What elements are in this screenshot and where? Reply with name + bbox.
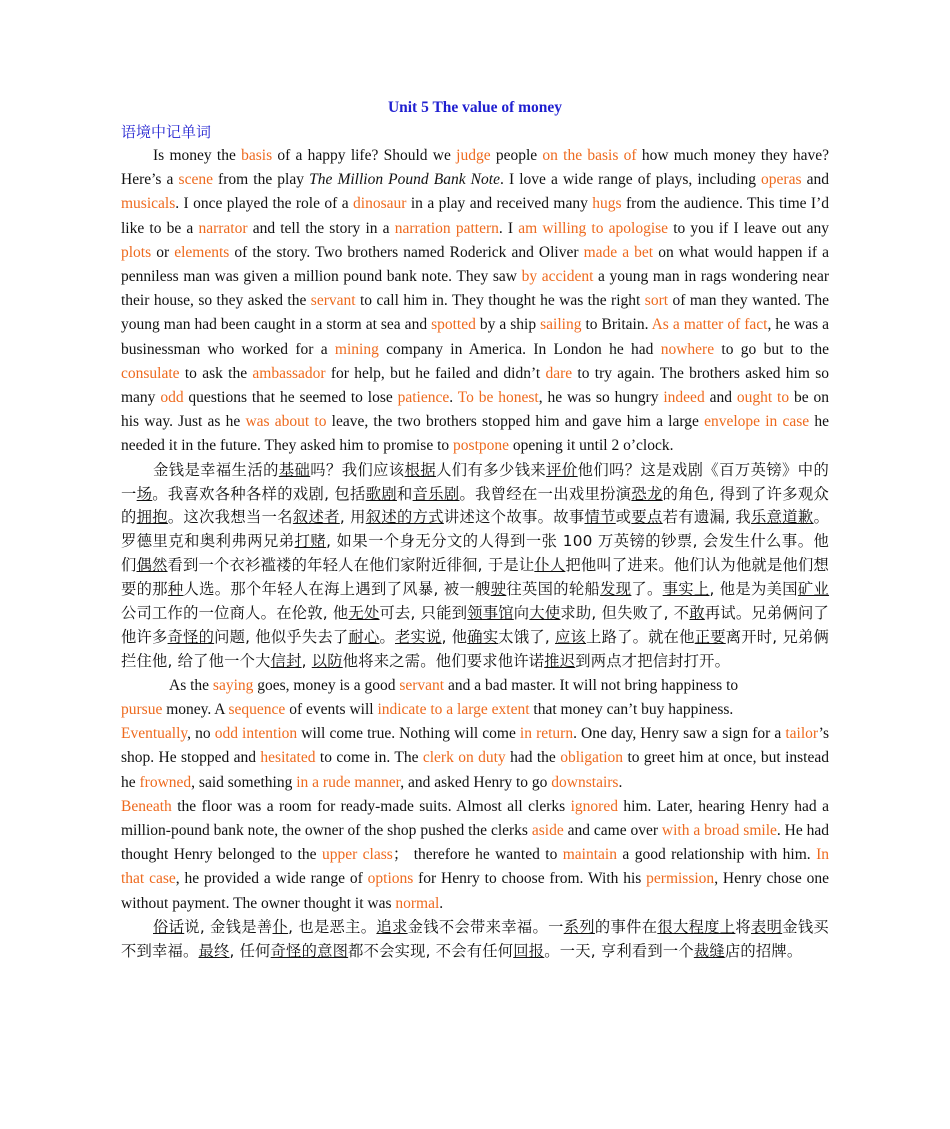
text-run: 和 [396, 484, 413, 503]
text-run: , he was a businessman who worked for a [121, 316, 829, 358]
text-run: 他们吗？这是戏剧《百万英镑》中的一 [121, 460, 829, 503]
vocab-keyword: pursue [121, 701, 163, 718]
text-run: 店的招牌。 [724, 941, 803, 960]
text-run: . [618, 773, 623, 791]
text-run: from the audience. This time I’d like to be a [121, 195, 829, 237]
text-run: 。 [379, 627, 396, 646]
english-paragraph-2 [121, 674, 829, 916]
vocab-translation: 驶 [490, 580, 507, 599]
text-run: people [490, 147, 543, 164]
text-run: , he was so hungry [538, 389, 664, 407]
text-run: on what would happen if a penniless man was given a million pound bank note. They saw [121, 243, 829, 286]
text-run: 往英国的轮船 [506, 580, 601, 599]
vocab-keyword: on duty [458, 749, 506, 767]
vocab-keyword: obligation [560, 749, 624, 767]
text-run: to greet him at once, but instead he [121, 749, 829, 791]
text-run: 向 [513, 604, 530, 623]
vocab-translation: 发现 [600, 580, 632, 599]
vocab-translation: 应该 [555, 627, 587, 646]
vocab-translation: 根据 [404, 460, 437, 479]
text-run: to try again. The brothers asked him so many [121, 364, 830, 407]
vocab-keyword: plots [121, 243, 152, 261]
text-run: and [704, 389, 737, 407]
text-run: 。一天, 亨利看到一个 [544, 941, 694, 960]
vocab-keyword: by accident [521, 268, 594, 286]
text-run: or [151, 243, 175, 261]
vocab-keyword: patience [397, 389, 450, 407]
vocab-translation: 系列 [563, 917, 595, 936]
text-run: 。罗德里克和奥利弗两兄弟 [121, 508, 830, 551]
text-run: of events will [285, 701, 378, 718]
text-run: 看到一个衣衫褴褛的年轻人在他们家附近徘徊, 于是让 [167, 556, 535, 575]
vocab-keyword: judge [456, 147, 491, 164]
vocab-keyword: elements [174, 243, 230, 261]
text-run: by a ship [475, 316, 541, 334]
vocab-translation: 情节 [584, 508, 616, 527]
text-run: 。我喜欢各种各样的戏剧, 包括 [152, 484, 366, 503]
chinese-paragraph-2 [121, 916, 829, 964]
text-run: the floor was a room for ready-made suits. Almost all clerks [171, 797, 571, 815]
vocab-translation: 正要 [694, 627, 726, 646]
vocab-translation: 最终 [198, 941, 230, 960]
vocab-keyword: ambassador [252, 364, 326, 382]
text-run: and a bad master. It will not bring happiness to [444, 676, 739, 694]
text-run: 。我曾经在一出戏里扮演 [459, 484, 632, 503]
vocab-keyword: nowhere [660, 340, 715, 358]
text-run: company in America. In London he had [378, 340, 661, 358]
vocab-translation: 恐龙 [631, 484, 663, 503]
vocab-keyword: narrator [198, 219, 248, 237]
text-run: from the play [212, 171, 310, 189]
vocab-translation: 叙述者 [292, 508, 340, 527]
text-run: how much money they have? Here’s a [121, 147, 830, 189]
text-run: of man they wanted. The young man had been caught in a storm at sea and [121, 292, 829, 334]
vocab-keyword: Beneath [121, 797, 172, 815]
vocab-keyword: in return [519, 725, 574, 743]
vocab-keyword: maintain [562, 846, 617, 864]
vocab-translation: 老实说 [395, 627, 442, 646]
vocab-translation: 评价 [546, 460, 578, 479]
vocab-keyword: scene [178, 171, 213, 189]
text-run: 问题, 他似乎失去了 [214, 627, 349, 646]
text-run: , 他是为美国 [709, 580, 798, 599]
vocab-translation: 打赌 [294, 532, 327, 551]
vocab-keyword: servant [310, 292, 356, 310]
vocab-translation: 敢 [689, 604, 705, 623]
vocab-keyword: envelope [704, 413, 761, 431]
text-run: will come true. Nothing will come [297, 725, 520, 743]
document-page [121, 96, 829, 964]
text-run: 或 [615, 508, 632, 527]
text-run: 将 [735, 917, 751, 936]
text-run: and [801, 171, 829, 189]
vocab-translation: 耐心 [348, 627, 380, 646]
text-run: Is money the [153, 147, 242, 164]
vocab-keyword: postpone [453, 437, 509, 455]
vocab-keyword: tailor [785, 725, 819, 743]
vocab-keyword: dinosaur [353, 195, 407, 213]
vocab-keyword: normal [395, 894, 440, 912]
vocab-keyword: with a broad smile [661, 822, 777, 840]
vocab-keyword: dare [545, 364, 573, 382]
text-run: to ask the [179, 364, 253, 382]
text-run: , [301, 651, 312, 670]
section-heading: 语境中记单词 [121, 123, 212, 141]
text-run: . [449, 389, 458, 407]
vocab-keyword: frowned [139, 773, 192, 791]
text-run: 他将来之需。他们要求他许诺 [342, 651, 545, 670]
vocab-keyword: Eventually [121, 725, 188, 743]
text-run: 上路了。就在他 [586, 627, 695, 646]
vocab-keyword: In that case [121, 846, 829, 888]
vocab-keyword: indicate to a large extent [377, 701, 530, 718]
text-run: for help, but he failed and didn’t [325, 364, 546, 382]
vocab-keyword: basis [241, 147, 273, 164]
vocab-keyword: As a matter of fact [651, 316, 768, 334]
text-run: 离开时, 兄弟俩拦住他, 给了他一个大 [121, 627, 829, 670]
text-run: . I once played the role of a [175, 195, 354, 213]
vocab-keyword: narration pattern [394, 219, 499, 237]
text-run: him. Later, hearing Henry had a million-pound bank note, the owner of the shop pushed the clerks [121, 797, 829, 840]
vocab-translation: 以防 [311, 651, 343, 670]
vocab-keyword: indeed [663, 389, 705, 407]
text-run: in a play and received many [406, 195, 593, 213]
vocab-keyword: intention [242, 725, 298, 743]
text-run: 讲述这个故事。故事 [443, 508, 585, 527]
vocab-keyword: permission [646, 870, 715, 888]
text-run: 金钱不会带来幸福。一 [407, 917, 564, 936]
vocab-keyword: made a bet [583, 243, 654, 261]
text-run: 把他叫了进来。他们认为他就是他们想要的那 [121, 556, 829, 599]
vocab-keyword: options [367, 870, 414, 888]
text-run: a good relationship with him. [617, 846, 817, 864]
text-run: to call him in. They thought he was the right [355, 292, 645, 310]
text-run: ； therefore he wanted to [392, 846, 563, 864]
vocab-translation: 音乐剧 [412, 484, 460, 503]
text-run: 人们有多少钱来 [436, 460, 547, 479]
vocab-translation: 裁缝 [693, 941, 725, 960]
vocab-keyword: am willing to apologise [518, 219, 669, 237]
vocab-translation: 信封 [270, 651, 302, 670]
chinese-paragraph-1 [121, 459, 829, 674]
text-run: 都不会实现, 不会有任何 [348, 941, 514, 960]
text-run: 吗？我们应该 [310, 460, 405, 479]
vocab-keyword: servant [399, 676, 445, 694]
text-run: , 用 [339, 508, 366, 527]
text-run: . [439, 894, 444, 912]
vocab-keyword: operas [761, 171, 802, 189]
text-run: ’s shop. He stopped and [121, 725, 829, 767]
text-run: 了。 [631, 580, 663, 599]
text-run: of a happy life? Should we [272, 147, 457, 164]
text-run: for Henry to choose from. With his [413, 870, 647, 888]
text-run: 太饿了, [498, 627, 556, 646]
text-run: , said something [191, 773, 297, 791]
text-run: 的事件在 [594, 917, 658, 936]
text-run: questions that he seemed to lose [183, 389, 398, 407]
text-run: , he provided a wide range of [175, 870, 368, 888]
text-run: , 也是恶主。 [288, 917, 377, 936]
vocab-translation: 种 [167, 580, 184, 599]
vocab-translation: 偶然 [136, 556, 168, 575]
text-run: to Britain. [581, 316, 652, 334]
vocab-translation: 确实 [467, 627, 499, 646]
text-run: 说, 金钱是善 [184, 917, 273, 936]
vocab-keyword: spotted [431, 316, 476, 334]
vocab-translation: 大使 [529, 604, 561, 623]
vocab-keyword: downstairs [551, 773, 619, 791]
vocab-translation: 场 [136, 484, 153, 503]
vocab-translation: 回报 [513, 941, 545, 960]
vocab-keyword: To be honest [457, 389, 539, 407]
text-run: , 如果一个身无分文的人得到一张 100 万英镑的钞票, 会发生什么事。他们 [121, 532, 829, 575]
vocab-translation: 仆人 [534, 556, 566, 575]
vocab-keyword: ignored [570, 797, 618, 815]
text-run: 若有遗漏, 我 [662, 508, 752, 527]
vocab-keyword: on the basis of [542, 147, 637, 164]
text-run: to go but to the [714, 340, 829, 358]
text-run: As the [169, 676, 213, 694]
vocab-keyword: in a rude manner [296, 773, 401, 791]
text-run: of the story. Two brothers named Roderick and Oliver [229, 243, 584, 261]
vocab-translation: 推迟 [544, 651, 576, 670]
text-run: 再试。兄弟俩问了他许多 [121, 604, 829, 646]
vocab-keyword: was about to [245, 413, 327, 431]
text-run: and tell the story in a [247, 219, 395, 237]
text-run: leave, the two brothers stopped him and gave him a large [326, 413, 705, 431]
vocab-translation: 很大程度上 [657, 917, 736, 936]
vocab-keyword: odd [214, 725, 238, 743]
vocab-keyword: sort [644, 292, 669, 310]
text-run: that money can’t buy happiness. [529, 701, 734, 718]
vocab-keyword: saying [212, 676, 254, 694]
text-run: 金钱是幸福生活的 [153, 460, 279, 479]
text-run: , 他 [441, 627, 468, 646]
text-run: money. A [162, 701, 229, 718]
text-run: 到两点才把信封打开。 [575, 651, 731, 670]
vocab-translation: 拥抱 [136, 508, 168, 527]
text-run: 金钱买不到幸福。 [121, 917, 829, 960]
text-run: , Henry chose one without payment. The owner thought it was [121, 870, 830, 912]
english-paragraph-1 [121, 144, 829, 459]
vocab-keyword: consulate [121, 364, 180, 382]
text-run: had the [505, 749, 561, 767]
text-run: opening it until 2 o’clock. [509, 437, 674, 455]
text-run: to come in. The [315, 749, 423, 767]
text-run: 人选。那个年轻人在海上遇到了风暴, 被一艘 [183, 580, 491, 599]
text-run: , no [187, 725, 215, 743]
vocab-keyword: aside [531, 822, 564, 840]
text-run: , 任何 [229, 941, 271, 960]
text-run: be on his way. Just as he [121, 389, 829, 431]
text-run: . I [498, 219, 519, 237]
vocab-keyword: hesitated [260, 749, 316, 767]
vocab-translation: 表明 [751, 917, 783, 936]
vocab-translation: 基础 [278, 460, 311, 479]
text-run: . He had thought Henry belonged to the [121, 822, 830, 864]
vocab-translation: 乐意道歉 [751, 508, 814, 527]
vocab-translation: 叙述的方式 [365, 508, 444, 527]
vocab-translation: 俗话 [153, 917, 185, 936]
vocab-translation: 奇怪的 [167, 627, 215, 646]
vocab-keyword: sailing [540, 316, 582, 334]
text-run: to you if I leave out any [668, 219, 829, 237]
text-run: 。这次我想当一名 [167, 508, 293, 527]
vocab-translation: 仆 [272, 917, 289, 936]
text-run: he needed it in the future. They asked him to promise to [121, 413, 829, 455]
text-run: 的角色, 得到了许多观众的 [121, 484, 830, 527]
vocab-keyword: musicals [121, 195, 176, 213]
vocab-keyword: clerk [422, 749, 454, 767]
text-run: 可去, 只能到 [379, 604, 468, 623]
unit-title: Unit 5 The value of money [387, 99, 563, 116]
text-run: 公司工作的一位商人。在伦敦, 他 [121, 604, 349, 623]
vocab-translation: 歌剧 [365, 484, 397, 503]
vocab-translation: 追求 [376, 917, 408, 936]
play-title: The Million Pound Bank Note [309, 171, 500, 189]
vocab-keyword: ought to [736, 389, 790, 407]
vocab-translation: 无处 [348, 604, 380, 623]
vocab-keyword: upper class [321, 846, 393, 864]
vocab-keyword: in case [765, 413, 810, 431]
text-run: a young man in rags wondering near their house, so they asked the [121, 268, 829, 310]
vocab-translation: 要点 [631, 508, 663, 527]
text-run: and came over [563, 822, 662, 840]
vocab-keyword: mining [334, 340, 379, 358]
vocab-keyword: sequence [228, 701, 286, 718]
vocab-keyword: hugs [592, 195, 622, 213]
text-run: goes, money is a good [253, 676, 400, 694]
text-run: 求助, 但失败了, 不 [560, 604, 690, 623]
vocab-keyword: odd [160, 389, 184, 407]
text-run: . I love a wide range of plays, including [499, 171, 762, 189]
vocab-translation: 事实上 [662, 580, 710, 599]
vocab-translation: 领事馆 [467, 604, 514, 623]
text-run: , and asked Henry to go [400, 773, 552, 791]
vocab-translation: 矿业 [797, 580, 830, 599]
text-run: . One day, Henry saw a sign for a [573, 725, 786, 743]
vocab-translation: 奇怪的意图 [270, 941, 349, 960]
